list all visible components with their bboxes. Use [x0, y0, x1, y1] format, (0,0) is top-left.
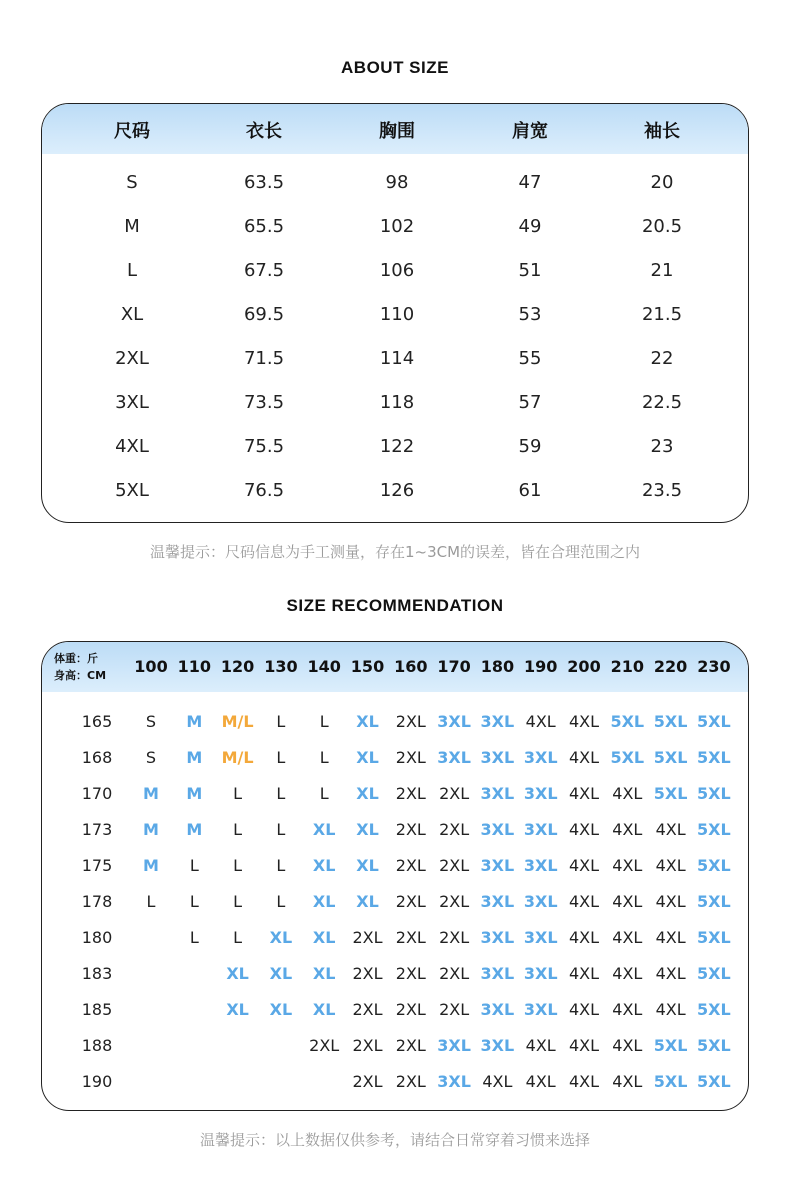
size-cell: 5XL	[697, 1036, 731, 1055]
size-cell: 3XL	[437, 712, 471, 731]
size-cell: 4XL	[525, 1072, 556, 1091]
table-cell: 63.5	[243, 172, 285, 193]
table-cell: 110	[379, 304, 415, 325]
size-cell: 2XL	[352, 1000, 383, 1019]
size-cell: 4XL	[612, 784, 643, 803]
size-cell: 4XL	[655, 928, 686, 947]
size-cell: 4XL	[655, 892, 686, 911]
table-cell: 55	[518, 348, 542, 369]
weight-column-header: 170	[437, 657, 471, 676]
size-cell: 5XL	[653, 1072, 688, 1091]
table-cell: 106	[379, 260, 415, 281]
size-cell: L	[233, 820, 243, 839]
weight-column-header: 110	[177, 657, 211, 676]
table-cell: 59	[518, 436, 542, 457]
size-cell: 3XL	[523, 964, 558, 983]
height-value: 173	[81, 820, 113, 839]
size-cell: L	[276, 856, 286, 875]
table-cell: 22.5	[641, 392, 683, 413]
size-cell: 4XL	[612, 820, 643, 839]
table-row	[42, 382, 748, 426]
size-cell: 4XL	[568, 820, 600, 839]
table-cell: 61	[518, 480, 542, 501]
table-cell: 3XL	[115, 392, 149, 413]
size-cell: XL	[312, 964, 336, 983]
size-cell: 4XL	[568, 1000, 600, 1019]
size-cell: 3XL	[523, 892, 558, 911]
table-cell: 57	[518, 392, 542, 413]
table-row	[42, 206, 748, 250]
size-cell: 2XL	[352, 1072, 383, 1091]
size-cell: 4XL	[568, 712, 600, 731]
size-cell: 3XL	[523, 856, 558, 875]
size-cell: 5XL	[697, 892, 731, 911]
table-cell: M	[124, 216, 140, 237]
size-cell: 2XL	[439, 820, 470, 839]
recommendation-header	[42, 642, 748, 692]
size-cell: L	[276, 892, 286, 911]
table-row	[42, 956, 748, 992]
table-row	[42, 1028, 748, 1064]
size-cell: L	[319, 748, 329, 767]
size-cell: L	[319, 712, 329, 731]
size-cell: 2XL	[439, 1000, 470, 1019]
size-table	[41, 103, 749, 523]
size-cell: 3XL	[437, 748, 471, 767]
height-value: 190	[81, 1072, 113, 1091]
table-cell: 126	[379, 480, 415, 501]
size-cell: 2XL	[439, 856, 470, 875]
size-cell: XL	[269, 1000, 293, 1019]
height-value: 170	[81, 784, 113, 803]
table-row	[42, 426, 748, 470]
table-row	[42, 1064, 748, 1100]
table-cell: 75.5	[243, 436, 285, 457]
size-table-note: 温馨提示：尺码信息为手工测量，存在1~3CM的误差，皆在合理范围之内	[149, 543, 641, 561]
height-value: 188	[81, 1036, 113, 1055]
size-cell: 3XL	[523, 1000, 558, 1019]
size-table-header	[42, 104, 748, 154]
table-row	[42, 250, 748, 294]
table-cell: L	[126, 260, 138, 281]
size-cell: 2XL	[395, 1000, 426, 1019]
size-cell: 4XL	[655, 820, 686, 839]
size-cell: 4XL	[655, 1000, 686, 1019]
size-cell: 2XL	[395, 1036, 426, 1055]
size-cell: 3XL	[437, 1036, 471, 1055]
size-cell: 3XL	[480, 820, 515, 839]
weight-column-header: 200	[567, 657, 601, 676]
size-cell: M	[143, 784, 159, 803]
size-cell: 4XL	[525, 1036, 556, 1055]
height-value: 178	[81, 892, 113, 911]
size-cell: M	[186, 820, 203, 839]
size-table-column-header: 胸围	[379, 121, 415, 142]
weight-column-header: 230	[697, 657, 731, 676]
size-cell: 5XL	[697, 856, 731, 875]
size-cell: XL	[356, 820, 379, 839]
table-cell: 98	[385, 172, 409, 193]
table-row	[42, 470, 748, 514]
size-cell: M/L	[221, 712, 254, 731]
size-cell: 5XL	[653, 748, 688, 767]
size-table-column-header: 尺码	[114, 121, 150, 142]
size-cell: 4XL	[655, 964, 686, 983]
table-cell: 118	[379, 392, 415, 413]
weight-column-header: 100	[134, 657, 168, 676]
size-cell: 3XL	[437, 1072, 471, 1091]
table-cell: 67.5	[243, 260, 285, 281]
size-cell: 3XL	[480, 892, 515, 911]
table-row	[42, 848, 748, 884]
size-cell: 3XL	[480, 784, 515, 803]
table-cell: 49	[518, 216, 542, 237]
size-cell: L	[189, 856, 199, 875]
size-cell: 4XL	[568, 1072, 600, 1091]
size-cell: 3XL	[523, 928, 558, 947]
height-value: 168	[81, 748, 113, 767]
size-cell: M	[143, 856, 159, 875]
size-cell: 5XL	[610, 748, 645, 767]
height-label: 身高：CM	[54, 669, 107, 682]
weight-column-header: 210	[610, 657, 644, 676]
table-cell: 73.5	[243, 392, 285, 413]
table-cell: 47	[518, 172, 542, 193]
size-cell: L	[276, 748, 286, 767]
table-row	[42, 884, 748, 920]
weight-column-header: 190	[523, 657, 558, 676]
table-cell: 21.5	[641, 304, 683, 325]
size-cell: 5XL	[697, 964, 731, 983]
size-cell: 4XL	[655, 856, 686, 875]
table-row	[42, 992, 748, 1028]
size-cell: 5XL	[697, 928, 731, 947]
size-cell: XL	[356, 712, 379, 731]
size-cell: M	[186, 748, 203, 767]
size-cell: 5XL	[653, 784, 688, 803]
size-cell: 5XL	[697, 820, 731, 839]
size-cell: 4XL	[612, 1000, 643, 1019]
weight-column-header: 150	[350, 657, 385, 676]
size-cell: 2XL	[395, 964, 426, 983]
size-cell: 5XL	[697, 1000, 731, 1019]
size-cell: 3XL	[480, 964, 515, 983]
size-cell: 2XL	[395, 1072, 426, 1091]
size-cell: XL	[356, 748, 379, 767]
size-cell: 4XL	[568, 928, 600, 947]
size-cell: 2XL	[439, 964, 470, 983]
size-cell: 4XL	[612, 1072, 643, 1091]
size-cell: XL	[312, 820, 336, 839]
size-cell: 5XL	[697, 1072, 731, 1091]
table-row	[42, 704, 748, 740]
size-cell: XL	[356, 856, 379, 875]
size-cell: 4XL	[568, 1036, 600, 1055]
size-cell: 5XL	[653, 1036, 688, 1055]
size-cell: 4XL	[525, 712, 556, 731]
table-cell: 69.5	[243, 304, 285, 325]
size-cell: 3XL	[480, 748, 515, 767]
size-cell: 2XL	[439, 892, 470, 911]
size-cell: 5XL	[610, 712, 645, 731]
height-value: 180	[81, 928, 113, 947]
table-row	[42, 338, 748, 382]
weight-column-header: 130	[264, 657, 298, 676]
weight-column-header: 220	[653, 657, 688, 676]
recommendation-table	[41, 641, 749, 1111]
table-row	[42, 162, 748, 206]
size-cell: 4XL	[612, 964, 643, 983]
table-cell: 53	[518, 304, 542, 325]
table-cell: 23.5	[641, 480, 683, 501]
table-row	[42, 294, 748, 338]
size-cell: XL	[356, 892, 379, 911]
recommendation-note: 温馨提示：以上数据仅供参考，请结合日常穿着习惯来选择	[199, 1131, 590, 1149]
recommendation-title: SIZE RECOMMENDATION	[286, 596, 504, 615]
height-value: 165	[81, 712, 113, 731]
size-cell: XL	[269, 964, 293, 983]
size-cell: 5XL	[653, 712, 688, 731]
size-table-title: ABOUT SIZE	[341, 58, 449, 77]
size-cell: M	[143, 820, 159, 839]
size-cell: L	[146, 892, 156, 911]
size-cell: 3XL	[523, 820, 558, 839]
size-cell: XL	[312, 892, 336, 911]
size-cell: 3XL	[523, 784, 558, 803]
weight-column-header: 180	[480, 657, 515, 676]
size-cell: S	[145, 712, 157, 731]
size-cell: M/L	[221, 748, 254, 767]
size-cell: 3XL	[480, 856, 515, 875]
size-cell: M	[186, 784, 203, 803]
table-cell: 102	[379, 216, 415, 237]
size-cell: S	[145, 748, 157, 767]
table-cell: 122	[379, 436, 415, 457]
table-cell: 51	[518, 260, 542, 281]
size-cell: 4XL	[482, 1072, 513, 1091]
size-cell: XL	[356, 784, 379, 803]
size-cell: 3XL	[480, 928, 515, 947]
size-cell: L	[276, 712, 286, 731]
size-cell: XL	[312, 856, 336, 875]
size-cell: 4XL	[568, 784, 600, 803]
size-cell: 2XL	[395, 892, 426, 911]
size-cell: 2XL	[352, 928, 383, 947]
size-cell: 2XL	[352, 1036, 383, 1055]
table-cell: 5XL	[115, 480, 149, 501]
size-cell: 5XL	[697, 784, 731, 803]
size-cell: 2XL	[352, 964, 383, 983]
size-cell: 3XL	[480, 1000, 515, 1019]
table-cell: 4XL	[115, 436, 149, 457]
table-cell: 2XL	[115, 348, 149, 369]
size-cell: M	[186, 712, 203, 731]
size-cell: L	[189, 928, 199, 947]
size-cell: 2XL	[439, 784, 470, 803]
size-cell: XL	[269, 928, 293, 947]
table-cell: 71.5	[243, 348, 285, 369]
size-cell: XL	[226, 964, 249, 983]
size-cell: XL	[312, 1000, 336, 1019]
size-table-column-header: 衣长	[246, 121, 282, 142]
size-cell: L	[276, 784, 286, 803]
size-cell: 4XL	[612, 1036, 643, 1055]
size-cell: 5XL	[697, 712, 731, 731]
table-cell: 20.5	[641, 216, 683, 237]
table-cell: S	[126, 172, 138, 193]
size-cell: 2XL	[309, 1036, 340, 1055]
size-cell: L	[276, 820, 286, 839]
size-cell: 3XL	[480, 712, 515, 731]
size-cell: 4XL	[568, 856, 600, 875]
table-row	[42, 920, 748, 956]
size-cell: 4XL	[568, 748, 600, 767]
table-cell: 22	[650, 348, 674, 369]
table-cell: 76.5	[243, 480, 285, 501]
size-cell: L	[233, 892, 243, 911]
size-cell: XL	[312, 928, 336, 947]
size-cell: 4XL	[568, 964, 600, 983]
size-cell: 2XL	[395, 820, 426, 839]
size-table-column-header: 肩宽	[512, 121, 548, 142]
table-cell: 65.5	[243, 216, 285, 237]
size-cell: 4XL	[612, 856, 643, 875]
size-cell: 2XL	[395, 928, 426, 947]
table-row	[42, 776, 748, 812]
size-cell: 2XL	[395, 784, 426, 803]
size-table-column-header: 袖长	[644, 121, 680, 142]
size-cell: 4XL	[612, 928, 643, 947]
table-cell: 21	[650, 260, 674, 281]
size-cell: 2XL	[395, 856, 426, 875]
height-value: 175	[81, 856, 113, 875]
size-cell: 4XL	[612, 892, 643, 911]
table-cell: 23	[650, 436, 674, 457]
size-cell: 3XL	[523, 748, 558, 767]
size-cell: L	[319, 784, 329, 803]
size-cell: 2XL	[395, 712, 426, 731]
table-cell: XL	[120, 304, 144, 325]
weight-column-header: 160	[394, 657, 428, 676]
size-cell: 2XL	[439, 928, 470, 947]
table-cell: 114	[379, 348, 415, 369]
weight-column-header: 140	[307, 657, 341, 676]
height-value: 183	[81, 964, 113, 983]
weight-label: 体重：斤	[54, 652, 98, 665]
size-cell: XL	[226, 1000, 249, 1019]
size-cell: 5XL	[697, 748, 731, 767]
table-cell: 20	[650, 172, 674, 193]
height-value: 185	[81, 1000, 113, 1019]
size-cell: L	[189, 892, 199, 911]
size-cell: 2XL	[395, 748, 426, 767]
size-cell: L	[233, 856, 243, 875]
table-row	[42, 812, 748, 848]
size-cell: L	[233, 928, 243, 947]
table-row	[42, 740, 748, 776]
size-cell: 3XL	[480, 1036, 515, 1055]
size-cell: 4XL	[568, 892, 600, 911]
weight-column-header: 120	[220, 657, 255, 676]
size-cell: L	[233, 784, 243, 803]
